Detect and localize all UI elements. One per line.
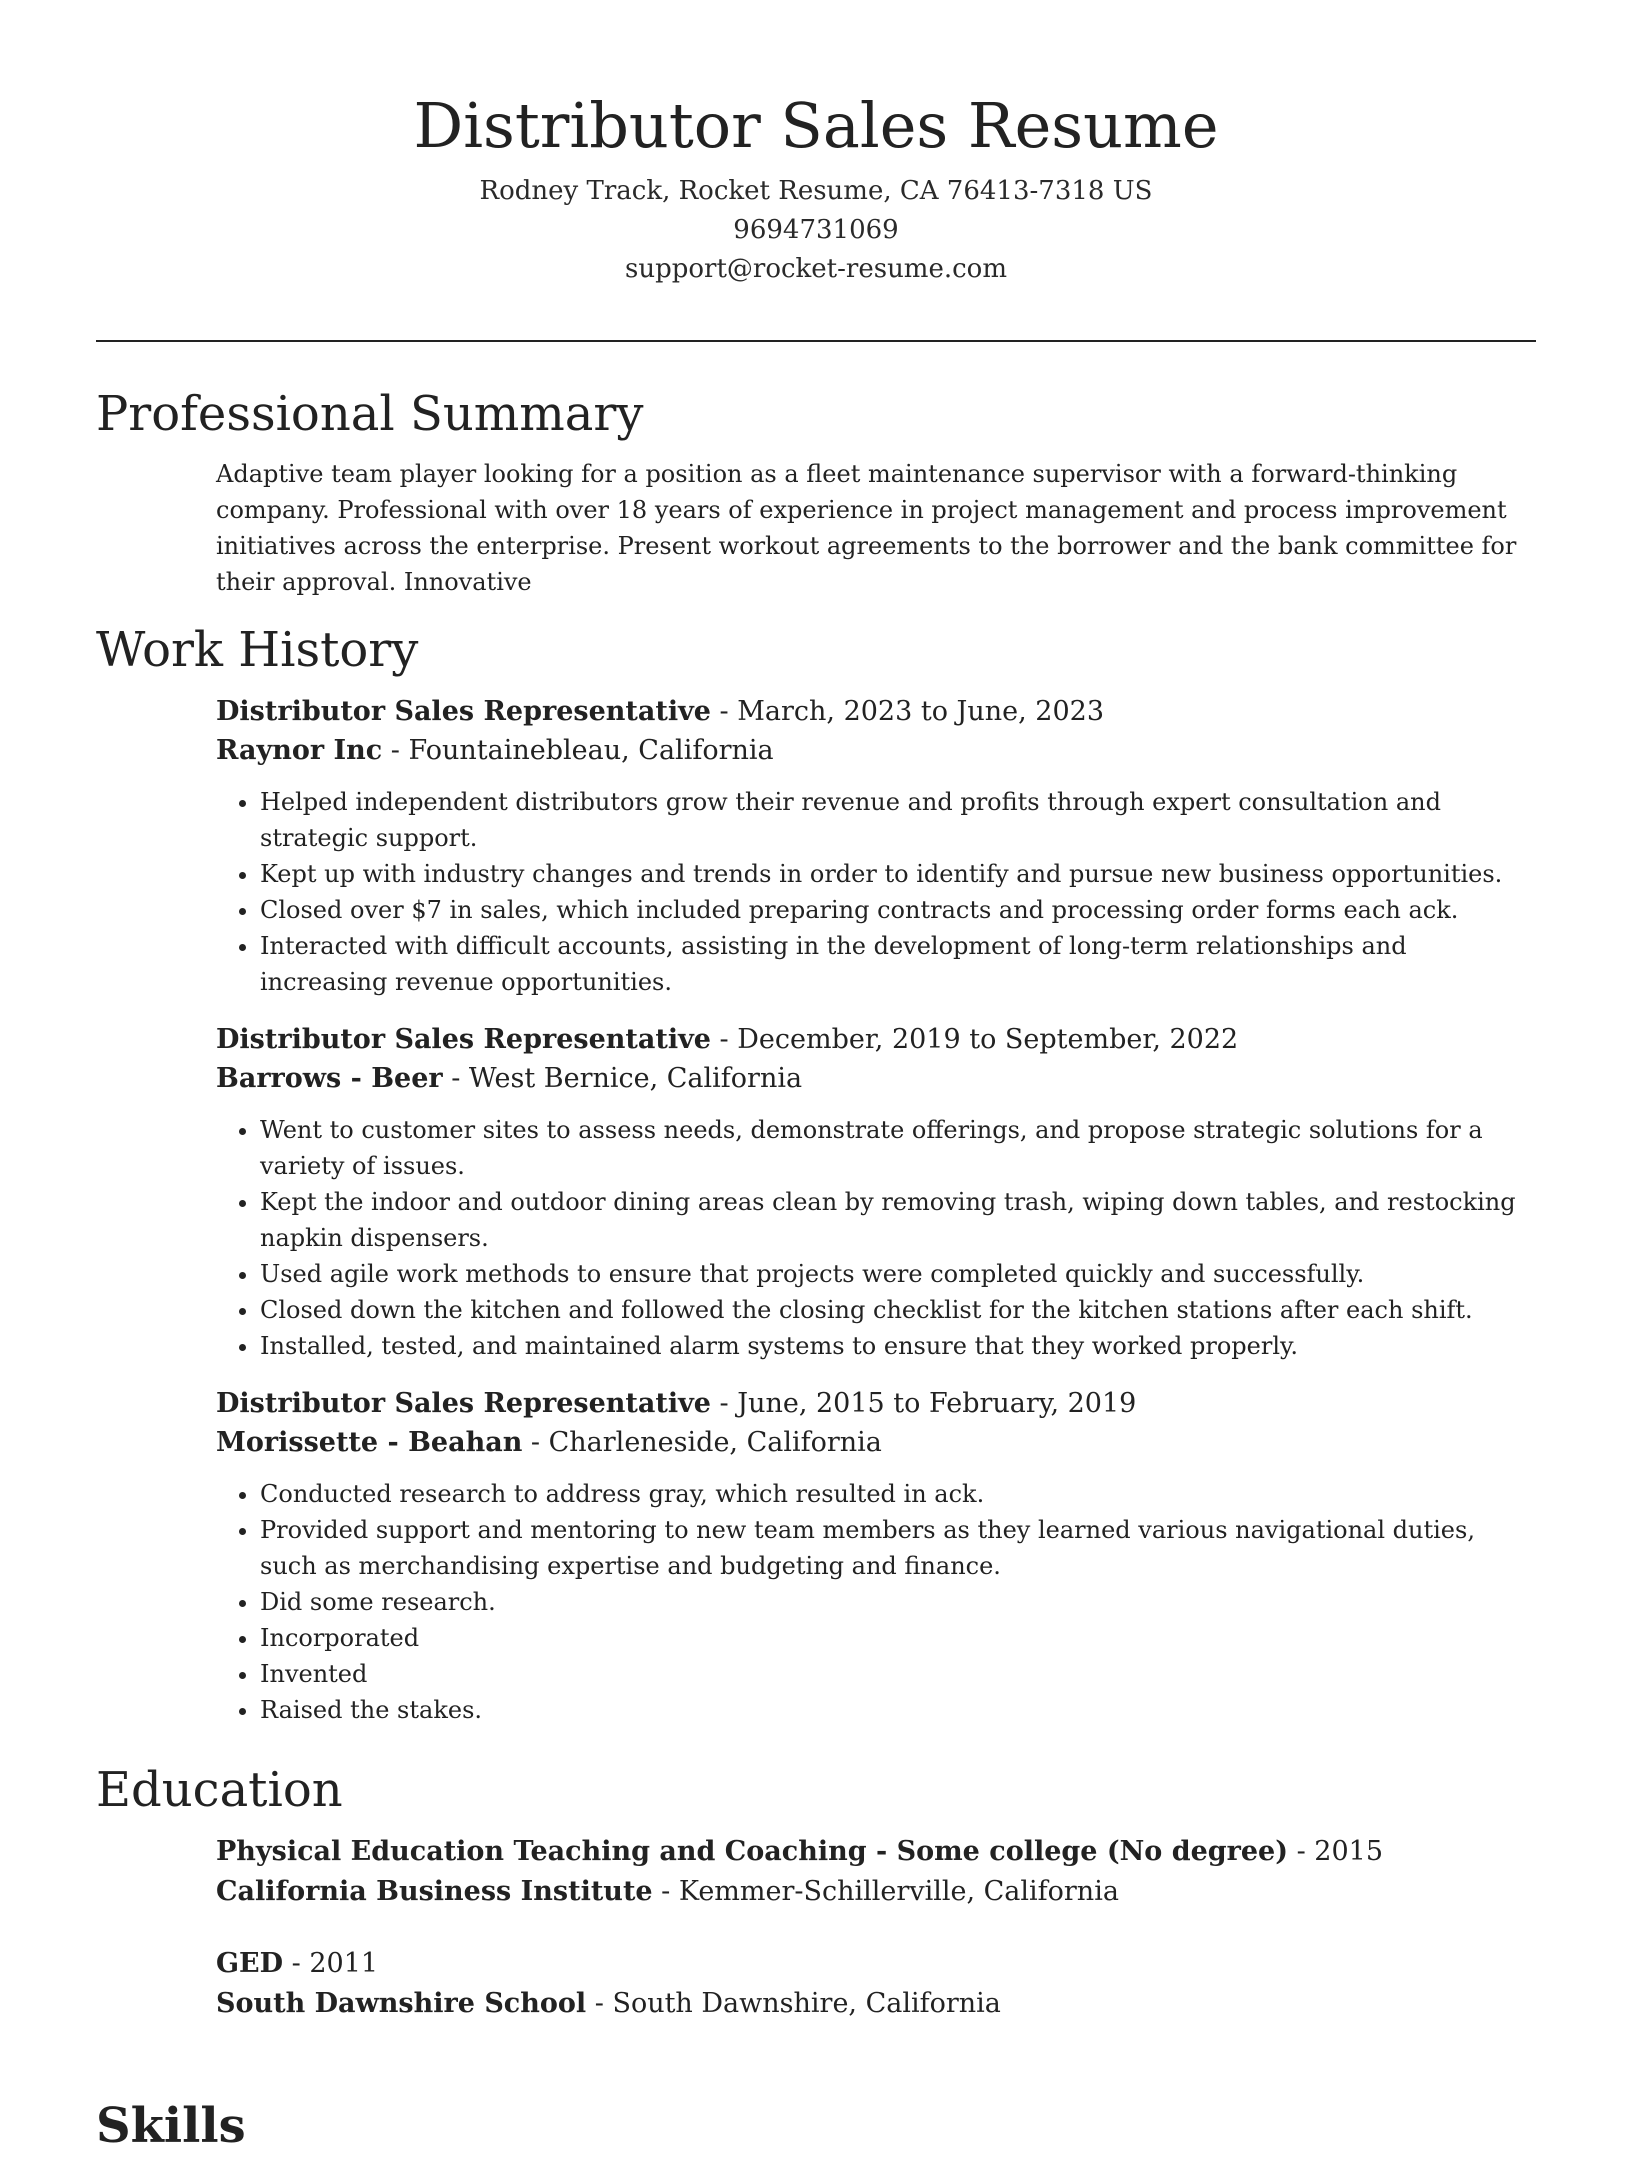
job-title: Distributor Sales Representative [216,1388,711,1419]
page-title: Distributor Sales Resume [413,89,1219,162]
list-item: • Went to customer sites to assess needs, demonstrate offerings, and propose strategic solutions for a variety of issues. [260,1112,1536,1184]
education-location: - South Dawnshire, California [586,1988,1001,2019]
list-item: • Helped independent distributors grow their revenue and profits through expert consultation and strategic support. [260,784,1536,856]
job-dates: - December, 2019 to September, 2022 [710,1024,1239,1055]
summary-heading: Professional Summary [96,386,644,442]
list-item: • Raised the stakes. [260,1692,1536,1728]
list-item: • Interacted with difficult accounts, assisting in the development of long-term relationships and increasing revenue opportunities. [260,928,1536,1000]
job-title-line [216,1384,1536,1423]
list-item: • Invented [260,1656,1536,1692]
list-item: • Used agile work methods to ensure that projects were completed quickly and successfully. [260,1256,1536,1292]
education-program-line [216,1832,1536,1872]
work-history-heading: Work History [96,622,419,678]
job-company: Raynor Inc [216,735,383,766]
job-entry [216,692,1536,1000]
education-school-line [216,1872,1536,1912]
education-heading: Education [96,1762,343,1818]
skills-heading: Skills [96,2098,246,2154]
education-location: - Kemmer-Schillerville, California [652,1876,1119,1907]
contact-email: support@rocket-resume.com [624,254,1007,284]
summary-body [216,456,1536,600]
job-bullets [216,1476,1536,1728]
contact-address: Rodney Track, Rocket Resume, CA 76413-7318 US [479,176,1153,206]
job-dates: - June, 2015 to February, 2019 [710,1388,1137,1419]
job-dates: - March, 2023 to June, 2023 [710,696,1105,727]
education-year: - 2011 [283,1948,379,1979]
job-entry [216,1020,1536,1364]
education-entry [216,1832,1536,1912]
job-bullets [216,1112,1536,1364]
job-company: Morissette - Beahan [216,1427,523,1458]
list-item: • Kept the indoor and outdoor dining areas clean by removing trash, wiping down tables, and restocking napkin dispensers. [260,1184,1536,1256]
job-company-line [216,731,1536,770]
list-item: • Kept up with industry changes and trends in order to identify and pursue new business opportunities. [260,856,1536,892]
education-year: - 2015 [1288,1836,1384,1867]
job-location: - West Bernice, California [442,1063,803,1094]
education-program: GED [216,1948,284,1979]
list-item: • Closed over $7 in sales, which included preparing contracts and processing order forms each ack. [260,892,1536,928]
list-item: • Incorporated [260,1620,1536,1656]
header-divider [96,340,1536,342]
job-company-line [216,1423,1536,1462]
list-item: • Did some research. [260,1584,1536,1620]
job-company-line [216,1059,1536,1098]
list-item: • Conducted research to address gray, which resulted in ack. [260,1476,1536,1512]
summary-text: Adaptive team player looking for a position as a fleet maintenance supervisor with a forward-thinking company. Professional with over 18 years of experience in project management and process improvement initiatives across the enterprise. Present workout agreements to the borrower and the bank committee for their approval. Innovative [216,460,1517,596]
resume-header [96,80,1536,289]
education-school: California Business Institute [216,1876,653,1907]
education-school: South Dawnshire School [216,1988,587,2019]
job-entry [216,1384,1536,1728]
list-item: • Installed, tested, and maintained alarm systems to ensure that they worked properly. [260,1328,1536,1364]
job-location: - Fountainebleau, California [382,735,774,766]
education-list [216,1832,1536,2024]
job-title-line [216,692,1536,731]
resume-content [96,372,1536,2056]
job-title-line [216,1020,1536,1059]
list-item: • Closed down the kitchen and followed the closing checklist for the kitchen stations after each shift. [260,1292,1536,1328]
job-location: - Charleneside, California [522,1427,882,1458]
education-entry [216,1944,1536,2024]
job-title: Distributor Sales Representative [216,696,711,727]
job-bullets [216,784,1536,1000]
education-school-line [216,1984,1536,2024]
list-item: • Provided support and mentoring to new team members as they learned various navigational duties, such as merchandising expertise and budgeting and finance. [260,1512,1536,1584]
education-program-line [216,1944,1536,1984]
contact-phone: 9694731069 [733,215,899,245]
education-program: Physical Education Teaching and Coaching - Some college (No degree) [216,1836,1289,1867]
job-company: Barrows - Beer [216,1063,443,1094]
job-title: Distributor Sales Representative [216,1024,711,1055]
work-history-list [216,692,1536,1728]
